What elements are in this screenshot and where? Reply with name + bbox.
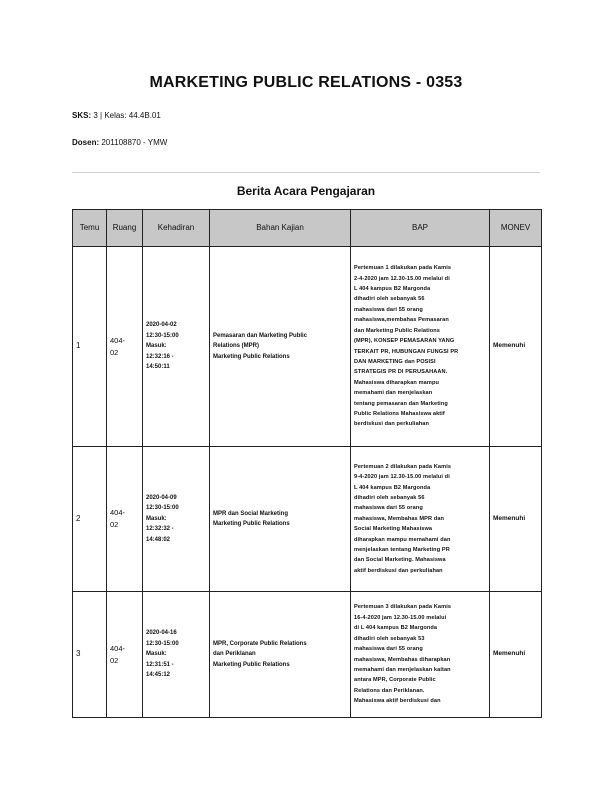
bap-line: berdiskusi dan perkuliahan bbox=[354, 421, 430, 428]
monev-cell: Memenuhi bbox=[490, 447, 542, 592]
kehadiran-cell bbox=[143, 592, 210, 718]
bap-line: aktif berdiskusi dan perkuliahan bbox=[354, 567, 443, 574]
kehadiran-line: 14:48:02 bbox=[146, 536, 171, 543]
bap-line: Pertemuan 2 dilakukan pada Kamis bbox=[354, 463, 452, 470]
ruang-line: 02 bbox=[110, 347, 119, 357]
kehadiran-line: 14:50:11 bbox=[146, 364, 170, 371]
bap-line: dihadiri oleh sebanyak 56 bbox=[354, 494, 425, 501]
sks-value: 3 | Kelas: 44.4B.01 bbox=[93, 111, 161, 120]
bap-line: dan Marketing Public Relations bbox=[354, 327, 440, 334]
temu-cell: 3 bbox=[73, 592, 107, 718]
section-title: Berita Acara Pengajaran bbox=[236, 184, 376, 198]
bap-line: L 404 kampus B2 Margonda bbox=[354, 286, 431, 293]
bahan-line: MPR, Corporate Public Relations bbox=[213, 640, 307, 647]
bap-line: mahasiswa,membahas Pemasaran bbox=[354, 317, 449, 324]
bap-line: tentang pemasaran dan Marketing bbox=[354, 400, 448, 407]
col-header-monev: MONEV bbox=[490, 210, 542, 247]
kehadiran-line: 12:31:51 - bbox=[146, 661, 174, 668]
bap-line: diharapkan mampu memahami dan bbox=[354, 536, 451, 543]
bahan-line: Marketing Public Relations bbox=[213, 521, 290, 527]
kehadiran-line: 12:30-15:00 bbox=[146, 640, 179, 647]
bahan-line: Relations (MPR) bbox=[213, 343, 260, 350]
col-header-kehadiran: Kehadiran bbox=[143, 210, 210, 247]
bap-line: 16-4-2020 jam 12.30-15.00 melalui bbox=[354, 614, 447, 621]
ruang-cell bbox=[107, 447, 143, 592]
kehadiran-line: 12:30-15:00 bbox=[146, 332, 179, 339]
bap-line: 9-4-2020 jam 12.30-15.00 melalui di bbox=[354, 474, 450, 481]
page-title: MARKETING PUBLIC RELATIONS - 0353 bbox=[149, 74, 463, 91]
table-row bbox=[73, 447, 542, 592]
bap-line: memahami dan menjelaskan bbox=[354, 390, 433, 397]
bap-line: Mahasiswa aktif berdiskusi dan bbox=[354, 698, 441, 705]
bap-line: (MPR), KONSEP PEMASARAN YANG bbox=[354, 338, 455, 345]
bahan-line: dan Periklanan bbox=[213, 651, 256, 658]
bap-line: TERKAIT PR, HUBUNGAN FUNGSI PR bbox=[354, 348, 459, 355]
bahan-line: Marketing Public Relations bbox=[213, 661, 290, 668]
bap-line: antara MPR, Corporate Public bbox=[354, 677, 436, 684]
ruang-cell bbox=[107, 247, 143, 447]
dosen-info bbox=[72, 138, 167, 147]
bap-cell bbox=[351, 247, 490, 447]
kehadiran-cell bbox=[143, 447, 210, 592]
kehadiran-line: 2020-04-16 bbox=[146, 630, 177, 637]
bap-line: Pertemuan 1 dilakukan pada Kamis bbox=[354, 265, 452, 272]
kehadiran-line: 12:32:32 - bbox=[146, 526, 174, 533]
temu-cell: 2 bbox=[73, 447, 107, 592]
col-header-ruang: Ruang bbox=[107, 210, 143, 247]
bap-line: Relations dan Periklanan. bbox=[354, 687, 425, 694]
kehadiran-line: Masuk: bbox=[146, 515, 167, 522]
kehadiran-cell bbox=[143, 247, 210, 447]
monev-cell: Memenuhi bbox=[490, 592, 542, 718]
kehadiran-line: 2020-04-02 bbox=[146, 322, 177, 329]
col-header-bap: BAP bbox=[351, 210, 490, 247]
bap-line: mahasiswa dari 55 orang bbox=[354, 646, 423, 653]
dosen-value: 201108870 - YMW bbox=[101, 138, 168, 147]
kehadiran-line: Masuk: bbox=[146, 651, 167, 658]
bap-line: Pertemuan 3 dilakukan pada Kamis bbox=[354, 604, 452, 611]
bap-cell bbox=[351, 592, 490, 718]
bahan-line: MPR dan Social Marketing bbox=[213, 510, 289, 517]
bap-line: dihadiri oleh sebanyak 56 bbox=[354, 296, 425, 303]
divider bbox=[72, 172, 540, 173]
table-row bbox=[73, 592, 542, 718]
temu-cell: 1 bbox=[73, 247, 107, 447]
dosen-label: Dosen: bbox=[72, 138, 100, 147]
table-header-row bbox=[73, 210, 542, 247]
bap-line: menjelaskan tentang Marketing PR bbox=[354, 547, 450, 554]
sks-label: SKS: bbox=[72, 111, 92, 120]
bap-line: dihadiri oleh sebanyak 53 bbox=[354, 635, 425, 642]
bahan-kajian-cell bbox=[210, 447, 351, 592]
table-row bbox=[73, 247, 542, 447]
kehadiran-line: Masuk: bbox=[146, 343, 167, 350]
bap-line: Public Relations Mahasiswa aktif bbox=[354, 410, 445, 417]
bap-line: L 404 kampus B2 Margonda bbox=[354, 484, 431, 491]
ruang-line: 02 bbox=[110, 655, 119, 665]
bahan-kajian-cell bbox=[210, 592, 351, 718]
bap-line: Social Marketing Mahasiswa bbox=[354, 526, 433, 533]
monev-cell: Memenuhi bbox=[490, 247, 542, 447]
bap-line: memahami dan menjelaskan kaitan bbox=[354, 666, 451, 673]
bahan-kajian-cell bbox=[210, 247, 351, 447]
kehadiran-line: 12:30-15:00 bbox=[146, 505, 179, 512]
ruang-line: 404- bbox=[110, 643, 126, 653]
kehadiran-line: 14:45:12 bbox=[146, 672, 171, 679]
bahan-line: Pemasaran dan Marketing Public bbox=[213, 332, 308, 339]
bap-line: mahasiswa, Membahas MPR dan bbox=[354, 515, 445, 522]
ruang-line: 404- bbox=[110, 335, 126, 345]
sks-info bbox=[72, 111, 161, 120]
bap-line: DAN MARKETING dan POSISI bbox=[354, 358, 436, 365]
bap-line: mahasiswa dari 55 orang bbox=[354, 306, 423, 313]
bap-line: Mahasiswa diharapkan mampu bbox=[354, 379, 439, 386]
kehadiran-line: 2020-04-09 bbox=[146, 494, 177, 501]
bap-line: dan Social Marketing. Mahasiswa bbox=[354, 557, 446, 564]
col-header-bahan-kajian: Bahan Kajian bbox=[210, 210, 351, 247]
bap-table bbox=[72, 209, 542, 718]
ruang-line: 404- bbox=[110, 508, 126, 517]
bap-line: 2-4-2020 jam 12.30-15.00 melalui di bbox=[354, 275, 450, 282]
bap-line: di L 404 kampus B2 Margonda bbox=[354, 625, 438, 632]
bap-line: STRATEGIS PR DI PERUSAHAAN. bbox=[354, 369, 448, 376]
bap-line: mahasiswa, Membahas diharapkan bbox=[354, 656, 451, 663]
col-header-temu: Temu bbox=[73, 210, 107, 247]
bahan-line: Marketing Public Relations bbox=[213, 353, 290, 360]
ruang-cell bbox=[107, 592, 143, 718]
bap-line: mahasiswa dari 55 orang bbox=[354, 505, 423, 512]
kehadiran-line: 12:32:16 - bbox=[146, 353, 174, 360]
ruang-line: 02 bbox=[110, 520, 119, 529]
bap-cell bbox=[351, 447, 490, 592]
